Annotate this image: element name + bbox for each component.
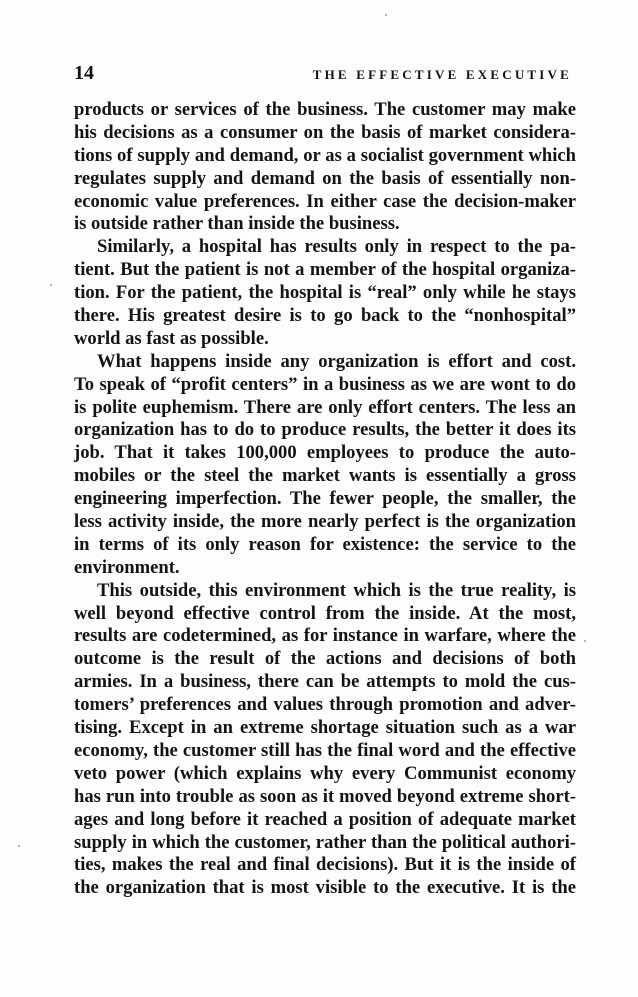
text-line: tomers’ preferences and values through promotion and adver- (74, 694, 576, 716)
text-line: has run into trouble as soon as it moved beyond extreme short- (74, 785, 576, 807)
text-line: his decisions as a consumer on the basis of market considera- (74, 121, 576, 143)
text-line: less activity inside, the more nearly perfect is the organization (74, 511, 576, 533)
text-line: What happens inside any organization is effort and cost. (97, 350, 576, 372)
text-line: is outside rather than inside the business. (74, 213, 400, 235)
text-line: economic value preferences. In either case the decision-maker (74, 190, 576, 212)
text-line: the organization that is most visible to the executive. It is the (74, 877, 576, 899)
body-text (74, 99, 576, 900)
text-line: ages and long before it reached a position of adequate market (74, 808, 576, 830)
text-line: armies. In a business, there can be attempts to mold the cus- (74, 671, 576, 693)
text-line: products or services of the business. The customer may make (74, 99, 576, 120)
text-line: veto power (which explains why every Communist economy (74, 762, 576, 784)
running-head (74, 62, 574, 88)
text-line: environment. (74, 556, 180, 578)
text-line: tion. For the patient, the hospital is “real” only while he stays (74, 282, 576, 304)
text-line: economy, the customer still has the final word and the effective (74, 739, 576, 761)
page-number: 14 (74, 62, 94, 84)
scan-speck (385, 14, 387, 16)
text-line: Similarly, a hospital has results only in respect to the pa- (97, 236, 576, 258)
text-line: This outside, this environment which is the true reality, is (97, 579, 576, 601)
text-line: ties, makes the real and final decisions). But it is the inside of (74, 854, 576, 876)
text-line: organization has to do to produce results, the better it does its (74, 419, 576, 441)
text-line: tions of supply and demand, or as a socialist government which (74, 144, 576, 166)
text-line: outcome is the result of the actions and decisions of both (74, 648, 576, 670)
text-line: there. His greatest desire is to go back to the “nonhospital” (74, 305, 576, 327)
text-line: supply in which the customer, rather than the political authori- (74, 831, 576, 853)
scan-speck (50, 284, 52, 286)
text-line: is polite euphemism. There are only effort centers. The less an (74, 396, 576, 418)
text-line: well beyond effective control from the inside. At the most, (74, 602, 576, 624)
text-line: To speak of “profit centers” in a business as we are wont to do (74, 373, 576, 395)
book-title: THE EFFECTIVE EXECUTIVE (312, 67, 572, 82)
scan-speck (584, 640, 586, 642)
scan-speck (18, 845, 20, 847)
text-line: mobiles or the steel the market wants is essentially a gross (74, 465, 576, 487)
text-line: engineering imperfection. The fewer people, the smaller, the (74, 488, 576, 510)
text-line: world as fast as possible. (74, 327, 269, 349)
text-line: tient. But the patient is not a member of the hospital organiza- (74, 259, 576, 281)
text-line: in terms of its only reason for existence: the service to the (74, 533, 576, 555)
text-line: job. That it takes 100,000 employees to produce the auto- (74, 442, 576, 464)
text-line: tising. Except in an extreme shortage situation such as a war (74, 717, 576, 739)
text-line: results are codetermined, as for instance in warfare, where the (74, 625, 576, 647)
text-line: regulates supply and demand on the basis of essentially non- (74, 167, 576, 189)
